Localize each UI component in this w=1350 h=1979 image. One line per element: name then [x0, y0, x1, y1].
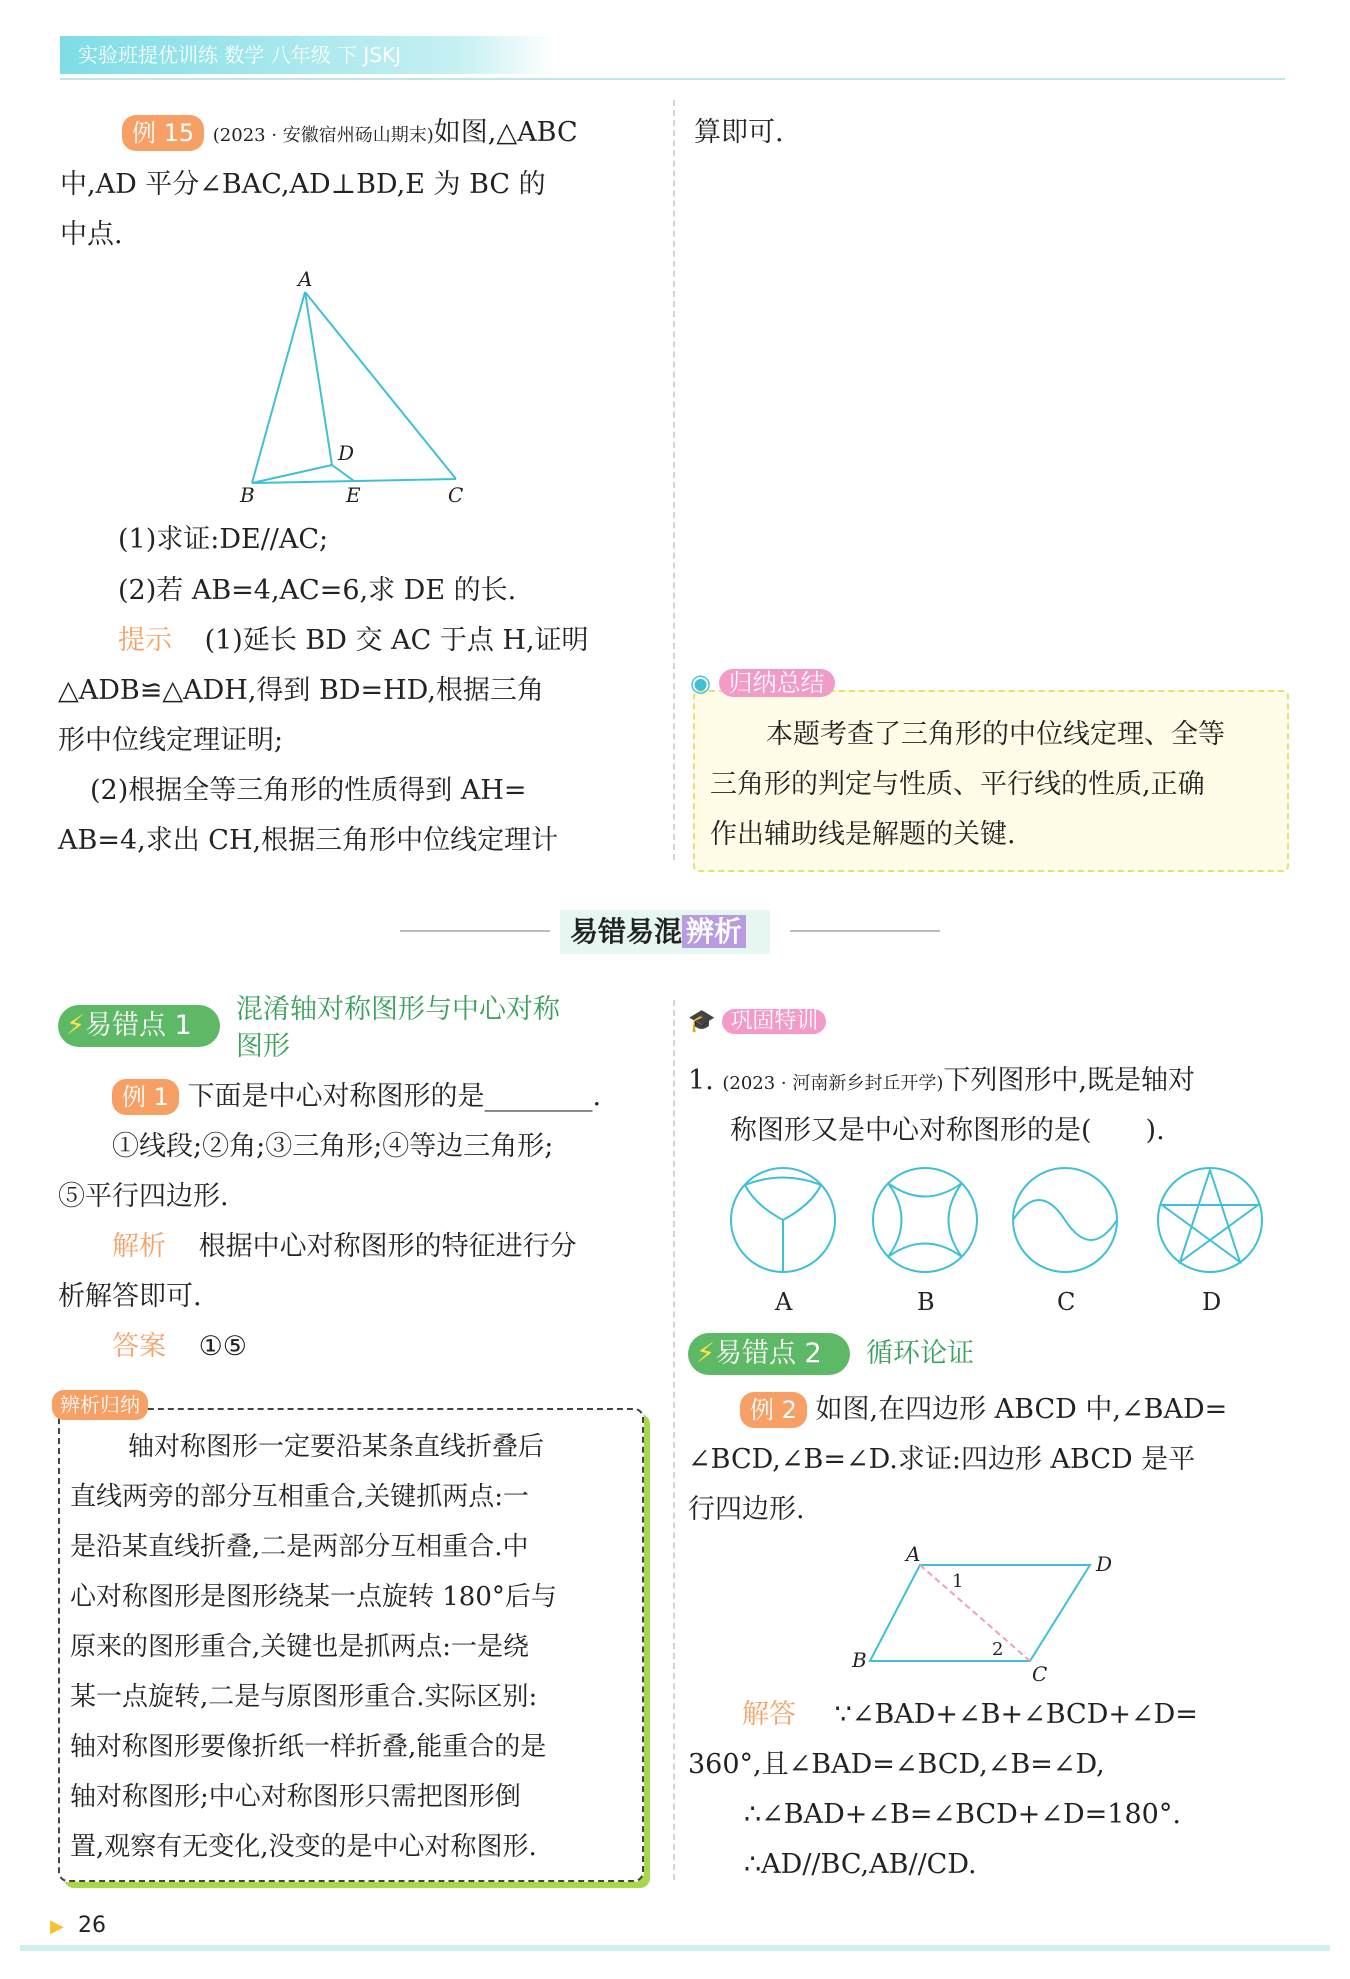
option-b-figure [873, 1168, 977, 1272]
ex15-q1: (1)求证:DE//AC; [118, 524, 329, 555]
section-title-sub: 辨析 [682, 915, 746, 948]
page-number: 26 [78, 1913, 106, 1938]
ex15-source: (2023 · 安徽宿州砀山期末) [212, 125, 434, 146]
para-label-a: A [906, 1545, 921, 1566]
solution-text2: 360°,且∠BAD=∠BCD,∠B=∠D, [688, 1749, 1105, 1780]
err1-options1: ①线段;②角;③三角形;④等边三角形; [112, 1131, 554, 1162]
solution-text4: ∴AD//BC,AB//CD. [744, 1849, 977, 1880]
solution-text1: ∵∠BAD+∠B+∠BCD+∠D= [834, 1699, 1198, 1730]
segment-bd [252, 465, 332, 483]
answer-label: 答案 [112, 1331, 166, 1362]
angle-1-label: 1 [952, 1571, 964, 1592]
ex15-line1 [122, 108, 578, 161]
practice-q1: 下列图形中,既是轴对 [943, 1065, 1195, 1096]
segment-ad [305, 292, 332, 465]
ex15-continuation: 算即可. [694, 117, 784, 148]
column-divider-top [673, 100, 675, 860]
hint-text1: (1)延长 BD 交 AC 于点 H,证明 [204, 625, 589, 656]
note-line7: 轴对称图形要像折纸一样折叠,能重合的是 [70, 1732, 547, 1762]
solution-text3: ∴∠BAD+∠B=∠BCD+∠D=180°. [744, 1799, 1181, 1830]
hint-text3: 形中位线定理证明; [58, 725, 284, 756]
err2-q3: 行四边形. [688, 1494, 805, 1525]
err2-question [740, 1385, 1227, 1435]
analysis-text1: 根据中心对称图形的特征进行分 [198, 1231, 577, 1262]
err2-ex-tag: 例 2 [740, 1392, 807, 1428]
err1-answer [112, 1322, 247, 1372]
segment-ab [252, 292, 305, 483]
header-title: 实验班提优训练 数学 八年级 下 JSKJ [78, 43, 402, 67]
label-c: C [448, 483, 464, 507]
triangle-figure [220, 268, 480, 508]
practice-source: (2023 · 河南新乡封丘开学) [722, 1073, 944, 1094]
err1-title1: 混淆轴对称图形与中心对称 [236, 994, 560, 1025]
err1-pill-label [66, 1005, 192, 1047]
summary-line2: 三角形的判定与性质、平行线的性质,正确 [710, 769, 1205, 800]
err2-solution-line1 [742, 1690, 1198, 1740]
lightning-icon: ⚡ [66, 1010, 85, 1041]
column-divider-bottom [673, 1000, 675, 1880]
section-line-right [790, 930, 940, 932]
summary-header [690, 665, 835, 701]
label-a: A [298, 268, 313, 291]
ex15-text1: 如图,△ABC [433, 117, 578, 148]
err1-pill-text: 易错点 1 [84, 1010, 192, 1041]
err1-question [112, 1072, 601, 1122]
segment-de [332, 465, 354, 481]
option-c-figure [1013, 1168, 1117, 1272]
para-label-d: D [1096, 1552, 1113, 1576]
err1-q-text: 下面是中心对称图形的是________. [187, 1081, 602, 1112]
label-e: E [346, 483, 361, 507]
practice-title: 巩固特训 [722, 1009, 826, 1034]
parallelogram-figure [840, 1545, 1120, 1685]
globe-icon: ◉ [690, 669, 711, 697]
hint-text2: △ADB≌△ADH,得到 BD=HD,根据三角 [58, 675, 544, 706]
header-divider [60, 78, 1285, 80]
segment-ac [305, 292, 456, 479]
diagonal-ac [920, 1565, 1030, 1661]
practice-header [688, 1005, 826, 1039]
note-title: 辨析归纳 [52, 1390, 148, 1420]
label-b: B [240, 483, 255, 507]
hint-label: 提示 [118, 625, 172, 656]
para-label-c: C [1032, 1662, 1048, 1685]
note-line2: 直线两旁的部分互相重合,关键抓两点:一 [70, 1482, 530, 1512]
hint-text4: (2)根据全等三角形的性质得到 AH= [90, 775, 527, 806]
practice-q2: 称图形又是中心对称图形的是( ). [730, 1115, 1165, 1146]
section-title [570, 912, 746, 952]
section-title-main: 易错易混 [570, 915, 683, 948]
option-a-label: A [775, 1288, 793, 1315]
grad-cap-icon: 🎓 [688, 1009, 716, 1034]
page-marker-icon: ▶ [50, 1916, 64, 1937]
ex15-tag: 例 15 [122, 115, 204, 151]
note-line6: 某一点旋转,二是与原图形重合.实际区别: [70, 1682, 538, 1712]
analysis-label: 解析 [112, 1231, 166, 1262]
err2-pill-label [696, 1333, 822, 1375]
option-b-label: B [917, 1288, 935, 1315]
note-line8: 轴对称图形;中心对称图形只需把图形倒 [70, 1782, 521, 1812]
summary-line1: 本题考查了三角形的中位线定理、全等 [766, 719, 1225, 750]
para-label-b: B [852, 1648, 867, 1672]
option-d-figure [1158, 1168, 1262, 1272]
analysis-text2: 析解答即可. [58, 1281, 202, 1312]
note-line9: 置,观察有无变化,没变的是中心对称图形. [70, 1832, 537, 1862]
err1-ex-tag: 例 1 [112, 1079, 179, 1115]
err1-analysis [112, 1222, 577, 1272]
solution-label: 解答 [742, 1699, 796, 1730]
practice-q-line1 [688, 1056, 1195, 1109]
ex15-line2: 中,AD 平分∠BAC,AD⊥BD,E 为 BC 的 [60, 169, 546, 200]
err1-options2: ⑤平行四边形. [58, 1181, 229, 1212]
err2-q1: 如图,在四边形 ABCD 中,∠BAD= [815, 1394, 1228, 1425]
note-line1: 轴对称图形一定要沿某条直线折叠后 [128, 1432, 545, 1462]
lightning-icon-2: ⚡ [696, 1338, 715, 1369]
ex15-line3: 中点. [60, 219, 123, 250]
err2-pill-text: 易错点 2 [714, 1338, 822, 1369]
note-line4: 心对称图形是图形绕某一点旋转 180°后与 [70, 1582, 557, 1612]
answer-text: ①⑤ [198, 1331, 248, 1362]
summary-line3: 作出辅助线是解题的关键. [710, 819, 1016, 850]
option-d-label: D [1202, 1288, 1222, 1315]
option-a-figure [731, 1168, 835, 1272]
practice-options-figure [725, 1165, 1275, 1315]
summary-title: 归纳总结 [719, 669, 835, 697]
err2-q2: ∠BCD,∠B=∠D.求证:四边形 ABCD 是平 [688, 1444, 1196, 1475]
note-line3: 是沿某直线折叠,二是两部分互相重合.中 [70, 1532, 529, 1562]
footer-divider [20, 1945, 1330, 1951]
err1-title2: 图形 [236, 1031, 290, 1062]
ex15-hint-line1 [118, 616, 589, 666]
err2-title: 循环论证 [866, 1338, 974, 1369]
option-c-label: C [1057, 1288, 1076, 1315]
section-line-left [400, 930, 550, 932]
angle-2-label: 2 [992, 1639, 1004, 1660]
ex15-q2: (2)若 AB=4,AC=6,求 DE 的长. [118, 575, 517, 606]
practice-num: 1. [688, 1065, 714, 1096]
note-line5: 原来的图形重合,关键也是抓两点:一是绕 [70, 1632, 530, 1662]
hint-text5: AB=4,求出 CH,根据三角形中位线定理计 [58, 825, 559, 856]
parallelogram-abcd [870, 1565, 1090, 1661]
label-d: D [338, 441, 355, 465]
